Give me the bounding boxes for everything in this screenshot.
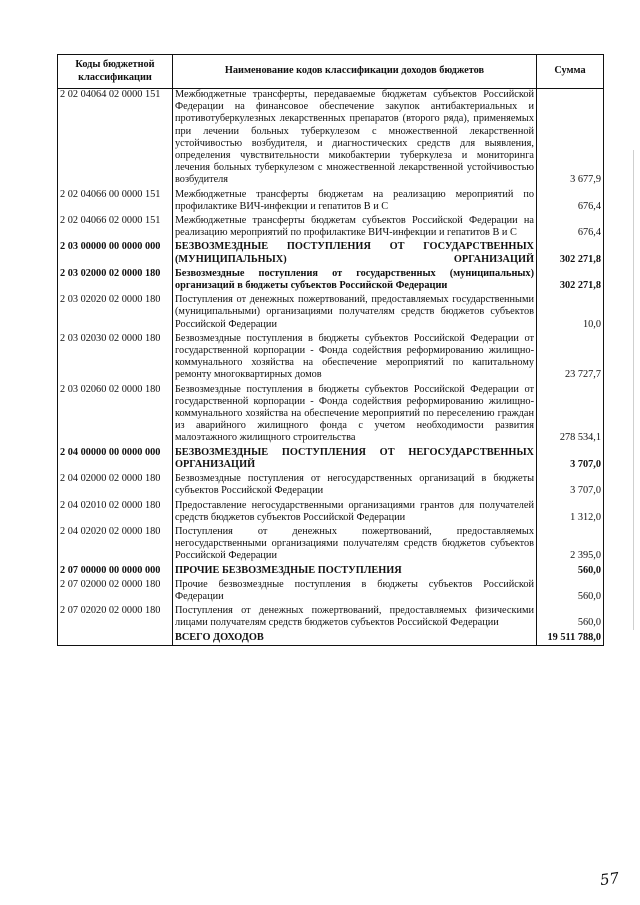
name-cell: Поступления от денежных пожертвований, предоставляемых государственными (муниципальными) организациями получателям средств бюджетов субъектов Российской Федерации: [173, 293, 537, 332]
code-cell: 2 07 00000 00 0000 000: [58, 564, 173, 578]
name-cell: Безвозмездные поступления в бюджеты субъектов Российской Федерации от государственной корпорации - Фонда содействия реформированию жилищно-коммунального хозяйства на обеспечение мероприятий по капитальному ремонту многоквартирных домов: [173, 332, 537, 383]
sum-cell: 19 511 788,0: [537, 631, 604, 646]
sum-cell: 23 727,7: [537, 332, 604, 383]
table-row: [58, 472, 604, 498]
document-page: [57, 54, 603, 646]
code-cell: 2 04 00000 00 0000 000: [58, 446, 173, 472]
sum-cell: 3 677,9: [537, 89, 604, 188]
table-row: [58, 332, 604, 383]
sum-cell: 676,4: [537, 188, 604, 214]
table-row: [58, 240, 604, 266]
sum-cell: 2 395,0: [537, 525, 604, 564]
table-row: [58, 89, 604, 188]
table-row: [58, 383, 604, 446]
name-cell: Межбюджетные трансферты бюджетам на реализацию мероприятий по профилактике ВИЧ-инфекции и гепатитов В и С: [173, 188, 537, 214]
header-code: Коды бюджетной классификации: [58, 55, 173, 89]
header-sum: Сумма: [537, 55, 604, 89]
table-body: [58, 89, 604, 646]
sum-cell: 676,4: [537, 214, 604, 240]
name-cell: Поступления от денежных пожертвований, предоставляемых физическими лицами получателям средств бюджетов субъектов Российской Федерации: [173, 604, 537, 630]
code-cell: 2 03 02060 02 0000 180: [58, 383, 173, 446]
code-cell: 2 03 02020 02 0000 180: [58, 293, 173, 332]
table-row: [58, 499, 604, 525]
code-cell: 2 04 02010 02 0000 180: [58, 499, 173, 525]
name-cell: Прочие безвозмездные поступления в бюджеты субъектов Российской Федерации: [173, 578, 537, 604]
table-row: [58, 188, 604, 214]
sum-cell: 3 707,0: [537, 472, 604, 498]
code-cell: 2 02 04066 00 0000 151: [58, 188, 173, 214]
name-cell: Безвозмездные поступления от негосударственных организаций в бюджеты субъектов Российской Федерации: [173, 472, 537, 498]
name-cell: ПРОЧИЕ БЕЗВОЗМЕЗДНЫЕ ПОСТУПЛЕНИЯ: [173, 564, 537, 578]
table-row: [58, 293, 604, 332]
code-cell: 2 04 02000 02 0000 180: [58, 472, 173, 498]
page-number: 57: [598, 868, 621, 890]
table-header-row: [58, 55, 604, 89]
name-cell: Поступления от денежных пожертвований, предоставляемых негосударственными организациями получателям средств бюджетов субъектов Российской Федерации: [173, 525, 537, 564]
table-row: [58, 446, 604, 472]
code-cell: 2 04 02020 02 0000 180: [58, 525, 173, 564]
sum-cell: 560,0: [537, 604, 604, 630]
revenue-table: [57, 54, 604, 646]
table-row: [58, 564, 604, 578]
sum-cell: 1 312,0: [537, 499, 604, 525]
code-cell: 2 02 04064 02 0000 151: [58, 89, 173, 188]
name-cell: БЕЗВОЗМЕЗДНЫЕ ПОСТУПЛЕНИЯ ОТ НЕГОСУДАРСТВЕННЫХ ОРГАНИЗАЦИЙ: [173, 446, 537, 472]
table-row: [58, 525, 604, 564]
sum-cell: 302 271,8: [537, 240, 604, 266]
table-row: [58, 214, 604, 240]
name-cell: Безвозмездные поступления от государственных (муниципальных) организаций в бюджеты субъектов Российской Федерации: [173, 267, 537, 293]
code-cell: 2 03 02000 02 0000 180: [58, 267, 173, 293]
code-cell: 2 07 02000 02 0000 180: [58, 578, 173, 604]
code-cell: 2 03 02030 02 0000 180: [58, 332, 173, 383]
sum-cell: 560,0: [537, 578, 604, 604]
name-cell: Предоставление негосударственными организациями грантов для получателей средств бюджетов субъектов Российской Федерации: [173, 499, 537, 525]
sum-cell: 10,0: [537, 293, 604, 332]
code-cell: 2 02 04066 02 0000 151: [58, 214, 173, 240]
sum-cell: 302 271,8: [537, 267, 604, 293]
header-name: Наименование кодов классификации доходов бюджетов: [173, 55, 537, 89]
name-cell: Межбюджетные трансферты бюджетам субъектов Российской Федерации на реализацию мероприятий по профилактике ВИЧ-инфекции и гепатитов В и С: [173, 214, 537, 240]
code-cell: [58, 631, 173, 646]
code-cell: 2 03 00000 00 0000 000: [58, 240, 173, 266]
scan-edge-line: [633, 150, 634, 630]
table-row: [58, 578, 604, 604]
name-cell: ВСЕГО ДОХОДОВ: [173, 631, 537, 646]
sum-cell: 560,0: [537, 564, 604, 578]
code-cell: 2 07 02020 02 0000 180: [58, 604, 173, 630]
name-cell: Безвозмездные поступления в бюджеты субъектов Российской Федерации от государственной корпорации - Фонда содействия реформированию жилищно-коммунального хозяйства на обеспечение мероприятий по переселению граждан из аварийного жилищного фонда с учетом необходимости развития малоэтажного жилищного строительства: [173, 383, 537, 446]
table-row: [58, 604, 604, 630]
name-cell: БЕЗВОЗМЕЗДНЫЕ ПОСТУПЛЕНИЯ ОТ ГОСУДАРСТВЕННЫХ (МУНИЦИПАЛЬНЫХ) ОРГАНИЗАЦИЙ: [173, 240, 537, 266]
sum-cell: 278 534,1: [537, 383, 604, 446]
total-row: [58, 631, 604, 646]
table-row: [58, 267, 604, 293]
name-cell: Межбюджетные трансферты, передаваемые бюджетам субъектов Российской Федерации на финансовое обеспечение закупок антибактериальных и противотуберкулезных лекарственных препаратов (второго ряда), применяемых при лечении больных туберкулезом с множественной лекарственной устойчивостью возбудителя, и диагностических средств для выявления, определения чувствительности микобактерии туберкулеза и мониторинга лечения больных туберкулезом с множественной лекарственной устойчивостью возбудителя: [173, 89, 537, 188]
sum-cell: 3 707,0: [537, 446, 604, 472]
